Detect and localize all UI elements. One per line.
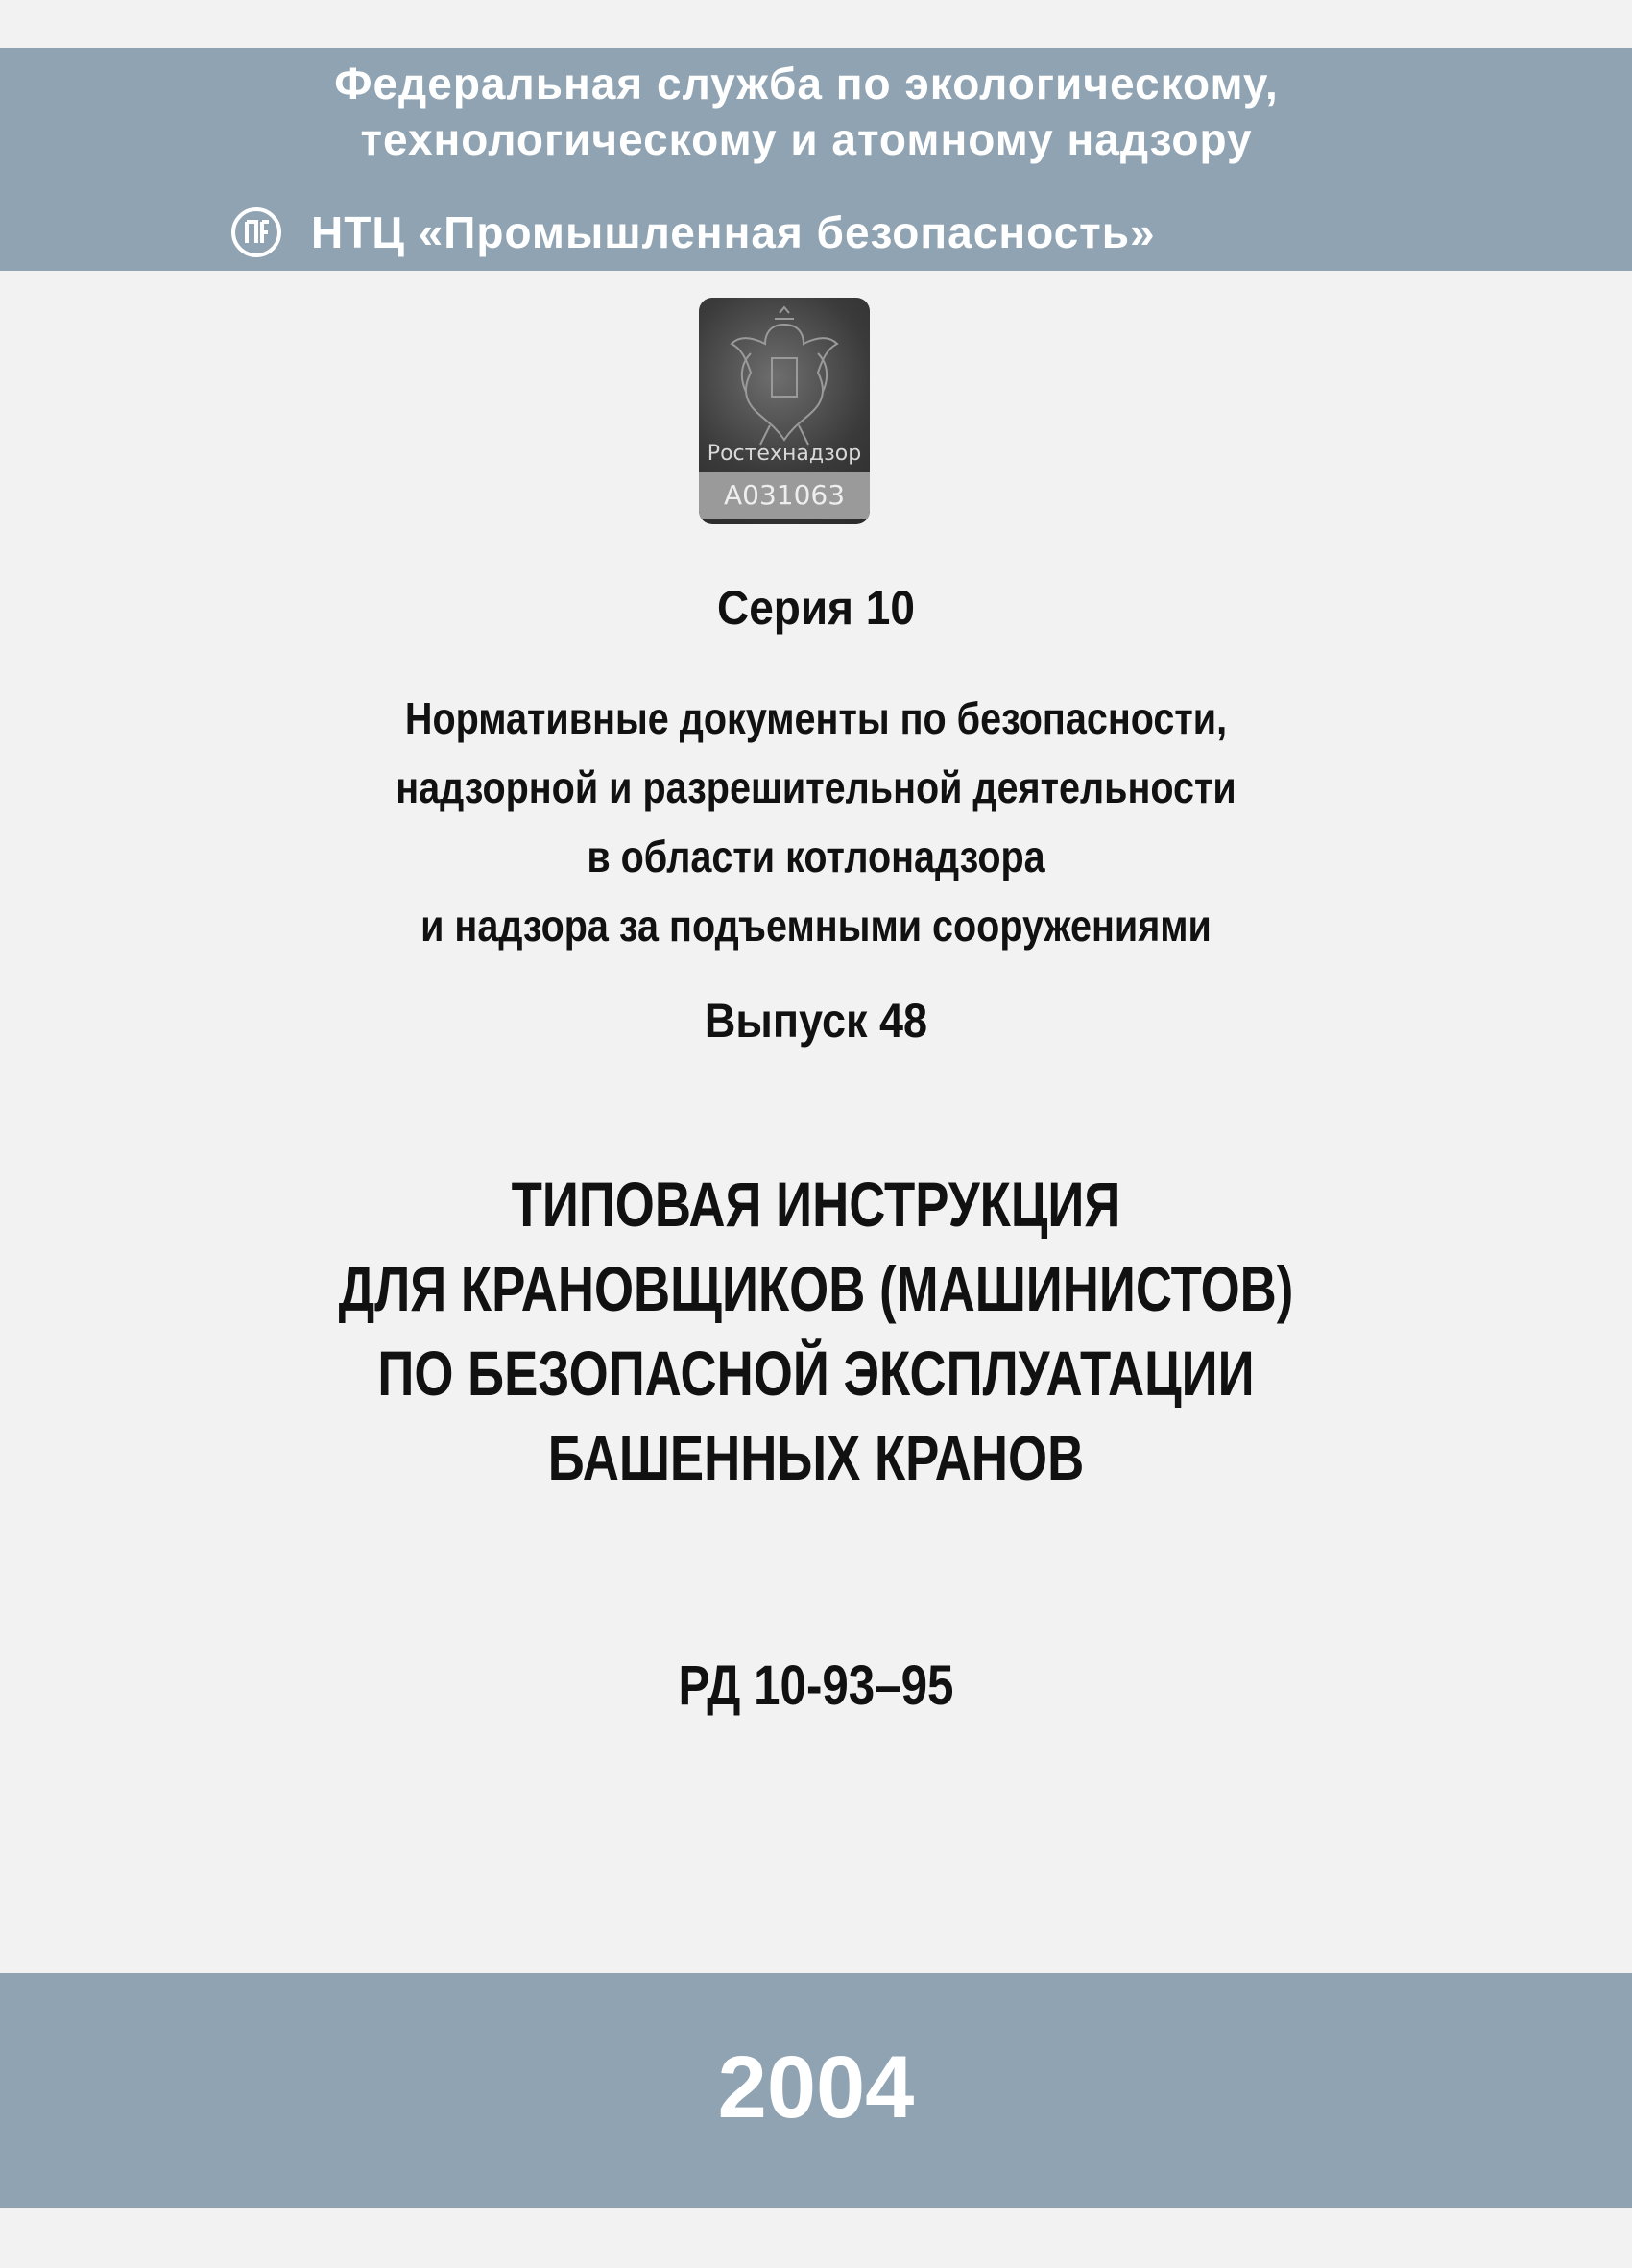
- document-title-line: ПО БЕЗОПАСНОЙ ЭКСПЛУАТАЦИИ: [377, 1338, 1255, 1409]
- document-title-line: БАШЕННЫХ КРАНОВ: [547, 1422, 1085, 1493]
- issue-number: Выпуск 48: [704, 994, 928, 1048]
- series-description: [114, 684, 1518, 960]
- hologram-seal: [699, 298, 870, 524]
- document-title: [163, 1162, 1469, 1500]
- series-description-line: надзорной и разрешительной деятельности: [396, 762, 1236, 812]
- publisher-org-name: НТЦ «Промышленная безопасность»: [311, 207, 1156, 257]
- seal-brand-label: Ростехнадзор: [707, 442, 862, 466]
- seal-serial-number: А031063: [699, 472, 870, 519]
- series-description-line: в области котлонадзора: [587, 832, 1045, 881]
- series-label: Серия 10: [717, 581, 915, 635]
- document-code: РД 10-93–95: [678, 1654, 954, 1717]
- publisher-org: [230, 204, 1156, 261]
- publication-year: 2004: [717, 2039, 915, 2136]
- publisher-line-1: Федеральная служба по экологическому,: [334, 59, 1279, 109]
- document-title-line: ДЛЯ КРАНОВЩИКОВ (МАШИНИСТОВ): [338, 1253, 1294, 1324]
- double-headed-eagle-icon: [712, 305, 856, 459]
- series-description-line: и надзора за подъемными сооружениями: [420, 901, 1212, 951]
- series-description-line: Нормативные документы по безопасности,: [404, 693, 1228, 743]
- document-title-line: ТИПОВАЯ ИНСТРУКЦИЯ: [511, 1169, 1121, 1240]
- publisher-line-2: технологическому и атомному надзору: [360, 114, 1253, 164]
- ntc-logo-icon: [230, 206, 282, 258]
